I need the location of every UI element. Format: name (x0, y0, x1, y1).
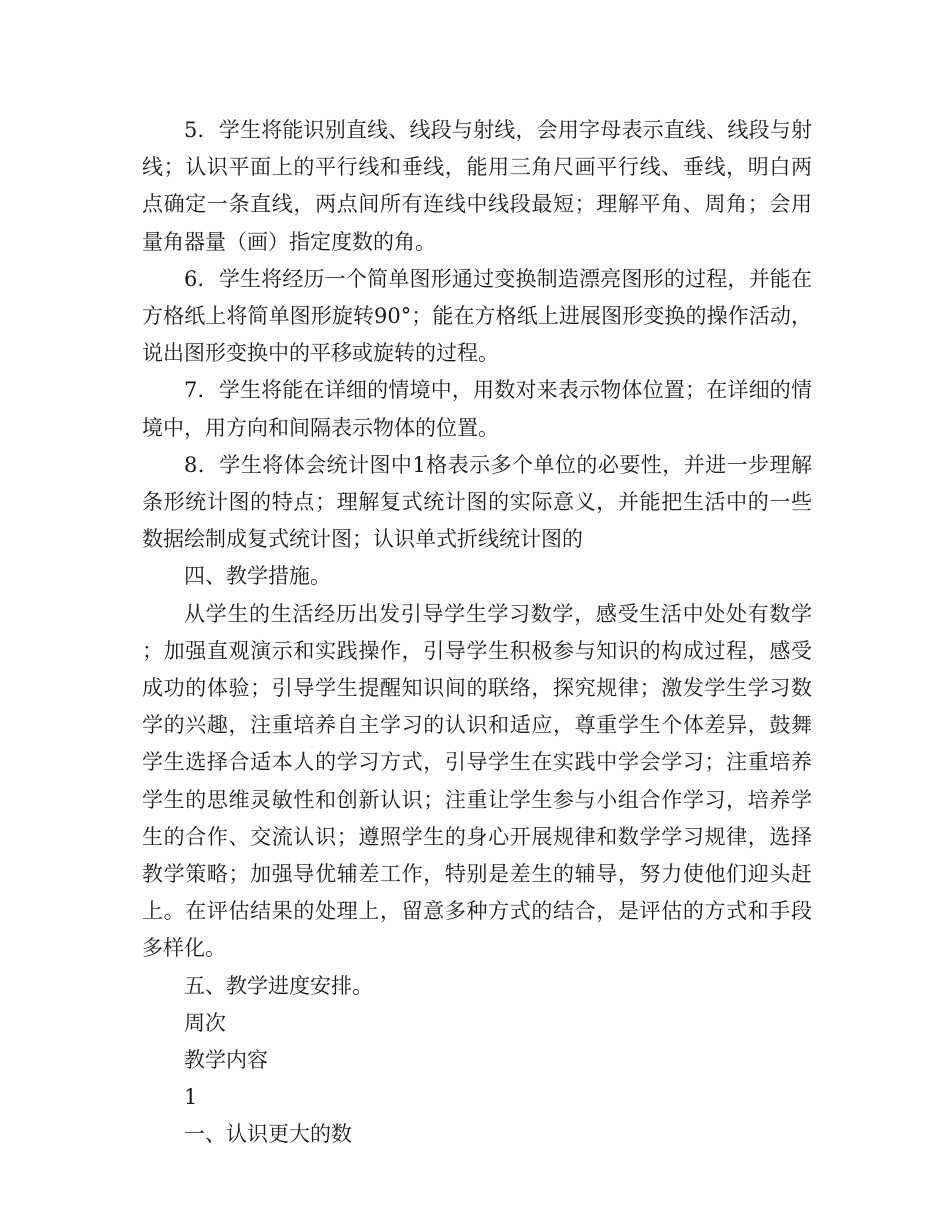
section-heading-teaching-measures: 四、教学措施。 (184, 564, 331, 589)
section-heading-schedule: 五、教学进度安排。 (184, 973, 373, 998)
paragraph-item-8: 8．学生将体会统计图中1格表示多个单位的必要性，并进一步理解条形统计图的特点；理解复式统计图的实际意义，并能把生活中的一些数据绘制成复式统计图；认识单式折线统计图的 (142, 452, 812, 552)
table-header-content: 教学内容 (184, 1048, 268, 1073)
paragraph-item-7: 7．学生将能在详细的情境中，用数对来表示物体位置；在详细的情境中，用方向和间隔表示物体的位置。 (142, 378, 812, 440)
table-cell-week-1: 1 (184, 1085, 198, 1110)
paragraph-item-6: 6．学生将经历一个简单图形通过变换制造漂亮图形的过程，并能在方格纸上将简单图形旋转90°；能在方格纸上进展图形变换的操作活动，说出图形变换中的平移或旋转的过程。 (142, 266, 812, 366)
paragraph-item-5: 5．学生将能识别直线、线段与射线，会用字母表示直线、线段与射线；认识平面上的平行线和垂线，能用三角尺画平行线、垂线，明白两点确定一条直线，两点间所有连线中线段最短；理解平角、周角；会用量角器量（画）指定度数的角。 (142, 118, 812, 254)
table-cell-content-1: 一、认识更大的数 (184, 1122, 352, 1147)
table-header-week: 周次 (184, 1010, 226, 1035)
document-page (142, 112, 812, 1154)
paragraph-teaching-measures: 从学生的生活经历出发引导学生学习数学，感受生活中处处有数学；加强直观演示和实践操作，引导学生积极参与知识的构成过程，感受成功的体验；引导学生提醒知识间的联络，探究规律；激发学生学习数学的兴趣，注重培养自主学习的认识和适应，尊重学生个体差异，鼓舞学生选择合适本人的学习方式，引导学生在实践中学会学习；注重培养学生的思维灵敏性和创新认识；注重让学生参与小组合作学习，培养学生的合作、交流认识；遵照学生的身心开展规律和数学学习规律，选择教学策略；加强导优辅差工作，特别是差生的辅导，努力使他们迎头赶上。在评估结果的处理上，留意多种方式的结合，是评估的方式和手段多样化。 (142, 601, 812, 961)
